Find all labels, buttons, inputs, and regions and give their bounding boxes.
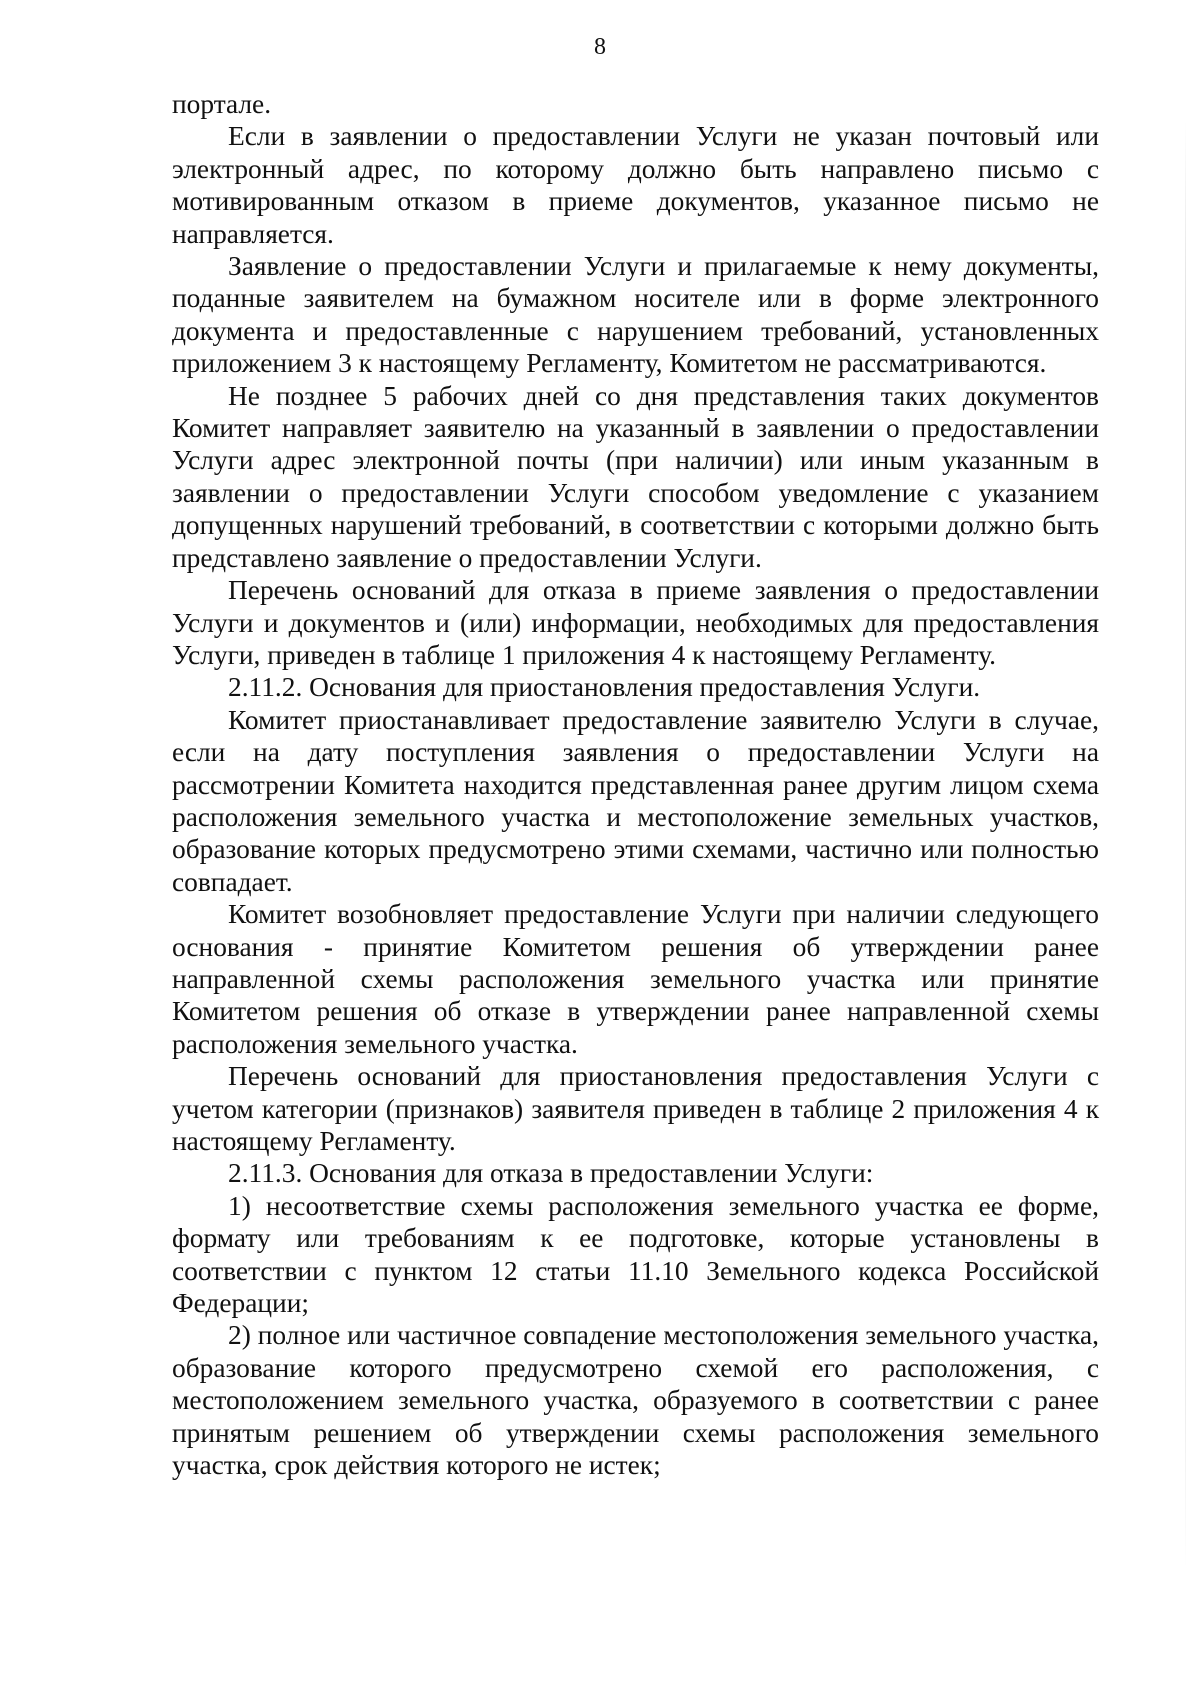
list-item-1: 1) несоответствие схемы расположения земельного участка ее форме, формату или требованиям к ее подготовке, которые установлены в соответствии с пунктом 12 статьи 11.10 Земельного кодекса Российской Федерации; xyxy=(172,1190,1099,1319)
paragraph: Комитет приостанавливает предоставление заявителю Услуги в случае, если на дату поступления заявления о предоставлении Услуги на рассмотрении Комитета находится представленная ранее другим лицом схема расположения земельного участка и местоположение земельных участков, образование которых предусмотрено этими схемами, частично или полностью совпадает. xyxy=(172,704,1099,897)
document-body xyxy=(172,88,1099,1481)
scan-edge-line xyxy=(1185,120,1186,1570)
paragraph: Заявление о предоставлении Услуги и прилагаемые к нему документы, поданные заявителем на бумажном носителе или в форме электронного документа и предоставленные с нарушением требований, установленных приложением 3 к настоящему Регламенту, Комитетом не рассматриваются. xyxy=(172,251,1099,379)
paragraph-continuation: порталe. xyxy=(172,89,272,119)
paragraph: Не позднее 5 рабочих дней со дня представления таких документов Комитет направляет заявителю на указанный в заявлении о предоставлении Услуги адрес электронной почты (при наличии) или иным указанным в заявлении о предоставлении Услуги способом уведомление с указанием допущенных нарушений требований, в соответствии с которыми должно быть представлено заявление о предоставлении Услуги. xyxy=(172,380,1099,573)
page-number: 8 xyxy=(594,34,606,60)
list-item-2: 2) полное или частичное совпадение местоположения земельного участка, образование которого предусмотрено схемой его расположения, с местоположением земельного участка, образуемого в соответствии с ранее принятым решением об утверждении схемы расположения земельного участка, срок действия которого не истек; xyxy=(172,1320,1099,1481)
paragraph: Комитет возобновляет предоставление Услуги при наличии следующего основания - принятие Комитетом решения об утверждении ранее направленной схемы расположения земельного участка или принятие Комитетом решения об отказе в утверждении ранее направленной схемы расположения земельного участка. xyxy=(172,899,1099,1059)
paragraph: Если в заявлении о предоставлении Услуги не указан почтовый или электронный адрес, по которому должно быть направлено письмо с мотивированным отказом в приеме документов, указанное письмо не направляется. xyxy=(172,121,1099,249)
paragraph: Перечень оснований для приостановления предоставления Услуги с учетом категории (признаков) заявителя приведен в таблице 2 приложения 4 к настоящему Регламенту. xyxy=(172,1061,1099,1156)
paragraph: Перечень оснований для отказа в приеме заявления о предоставлении Услуги и документов и (или) информации, необходимых для предоставления Услуги, приведен в таблице 1 приложения 4 к настоящему Регламенту. xyxy=(172,575,1099,670)
section-heading-2-11-2: 2.11.2. Основания для приостановления предоставления Услуги. xyxy=(228,672,981,703)
section-heading-2-11-3: 2.11.3. Основания для отказа в предоставлении Услуги: xyxy=(228,1158,874,1189)
